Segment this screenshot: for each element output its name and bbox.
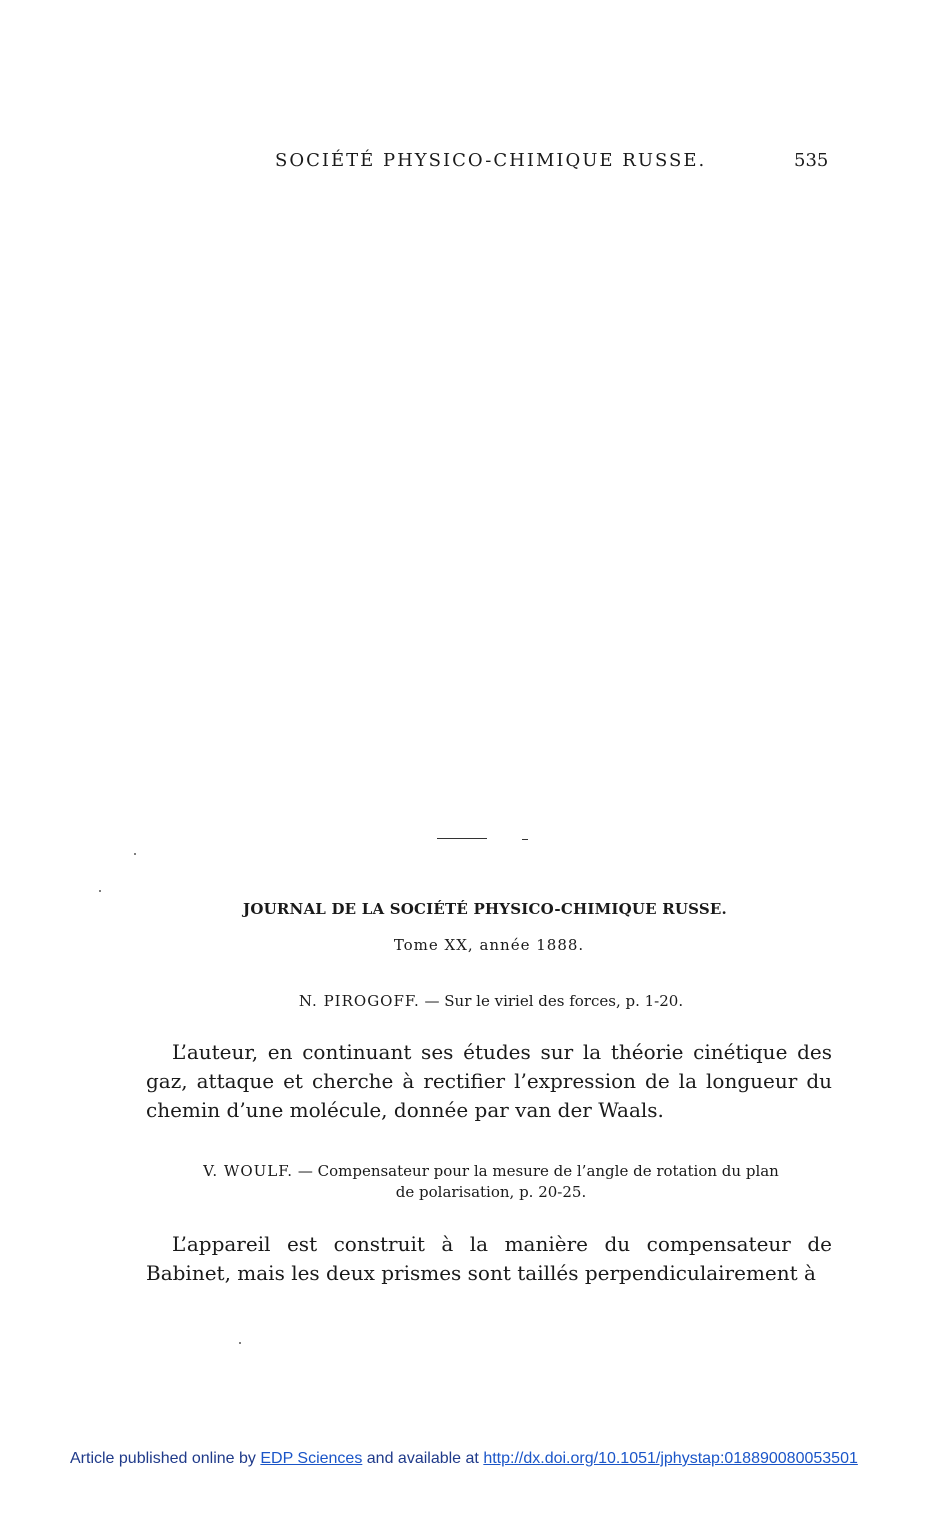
volume-line: Tome XX, année 1888. bbox=[393, 936, 585, 954]
scan-speck bbox=[99, 890, 101, 892]
article-heading-pirogoff bbox=[0, 992, 930, 1010]
paragraph: L’appareil est construit à la manière du compensateur de Babinet, mais les deux prismes sont taillés perpendiculairement à bbox=[146, 1232, 832, 1285]
article-author: N. PIROGOFF. bbox=[298, 992, 420, 1010]
article-title: — Sur le viriel des forces, p. 1-20. bbox=[424, 992, 684, 1010]
article-body-pirogoff bbox=[146, 1038, 832, 1125]
article-author: V. WOULF. bbox=[203, 1162, 294, 1180]
publisher-link[interactable]: EDP Sciences bbox=[260, 1450, 363, 1467]
scan-speck bbox=[239, 1342, 241, 1344]
section-divider bbox=[437, 838, 487, 839]
section-divider-mark bbox=[522, 839, 528, 840]
article-title-line-1: — Compensateur pour la mesure de l’angle de rotation du plan bbox=[297, 1162, 779, 1180]
footer-prefix: Article published online by bbox=[70, 1450, 256, 1467]
page-number: 535 bbox=[794, 150, 829, 171]
scan-speck bbox=[134, 853, 136, 855]
running-head: SOCIÉTÉ PHYSICO-CHIMIQUE RUSSE. bbox=[275, 150, 707, 171]
article-body-woulf bbox=[146, 1230, 832, 1288]
paragraph: L’auteur, en continuant ses études sur la théorie cinétique des gaz, attaque et cherche à rectifier l’expression de la longueur du chemin d’une molécule, donnée par van der Waals. bbox=[146, 1040, 832, 1122]
article-title-line-2: de polarisation, p. 20-25. bbox=[395, 1183, 587, 1201]
footer-middle: and available at bbox=[366, 1450, 479, 1467]
journal-title: JOURNAL DE LA SOCIÉTÉ PHYSICO-CHIMIQUE RUSSE. bbox=[243, 900, 727, 918]
publisher-footer bbox=[70, 1450, 890, 1468]
doi-link[interactable]: http://dx.doi.org/10.1051/jphystap:018890080053501 bbox=[483, 1450, 858, 1467]
article-heading-woulf bbox=[0, 1161, 930, 1203]
